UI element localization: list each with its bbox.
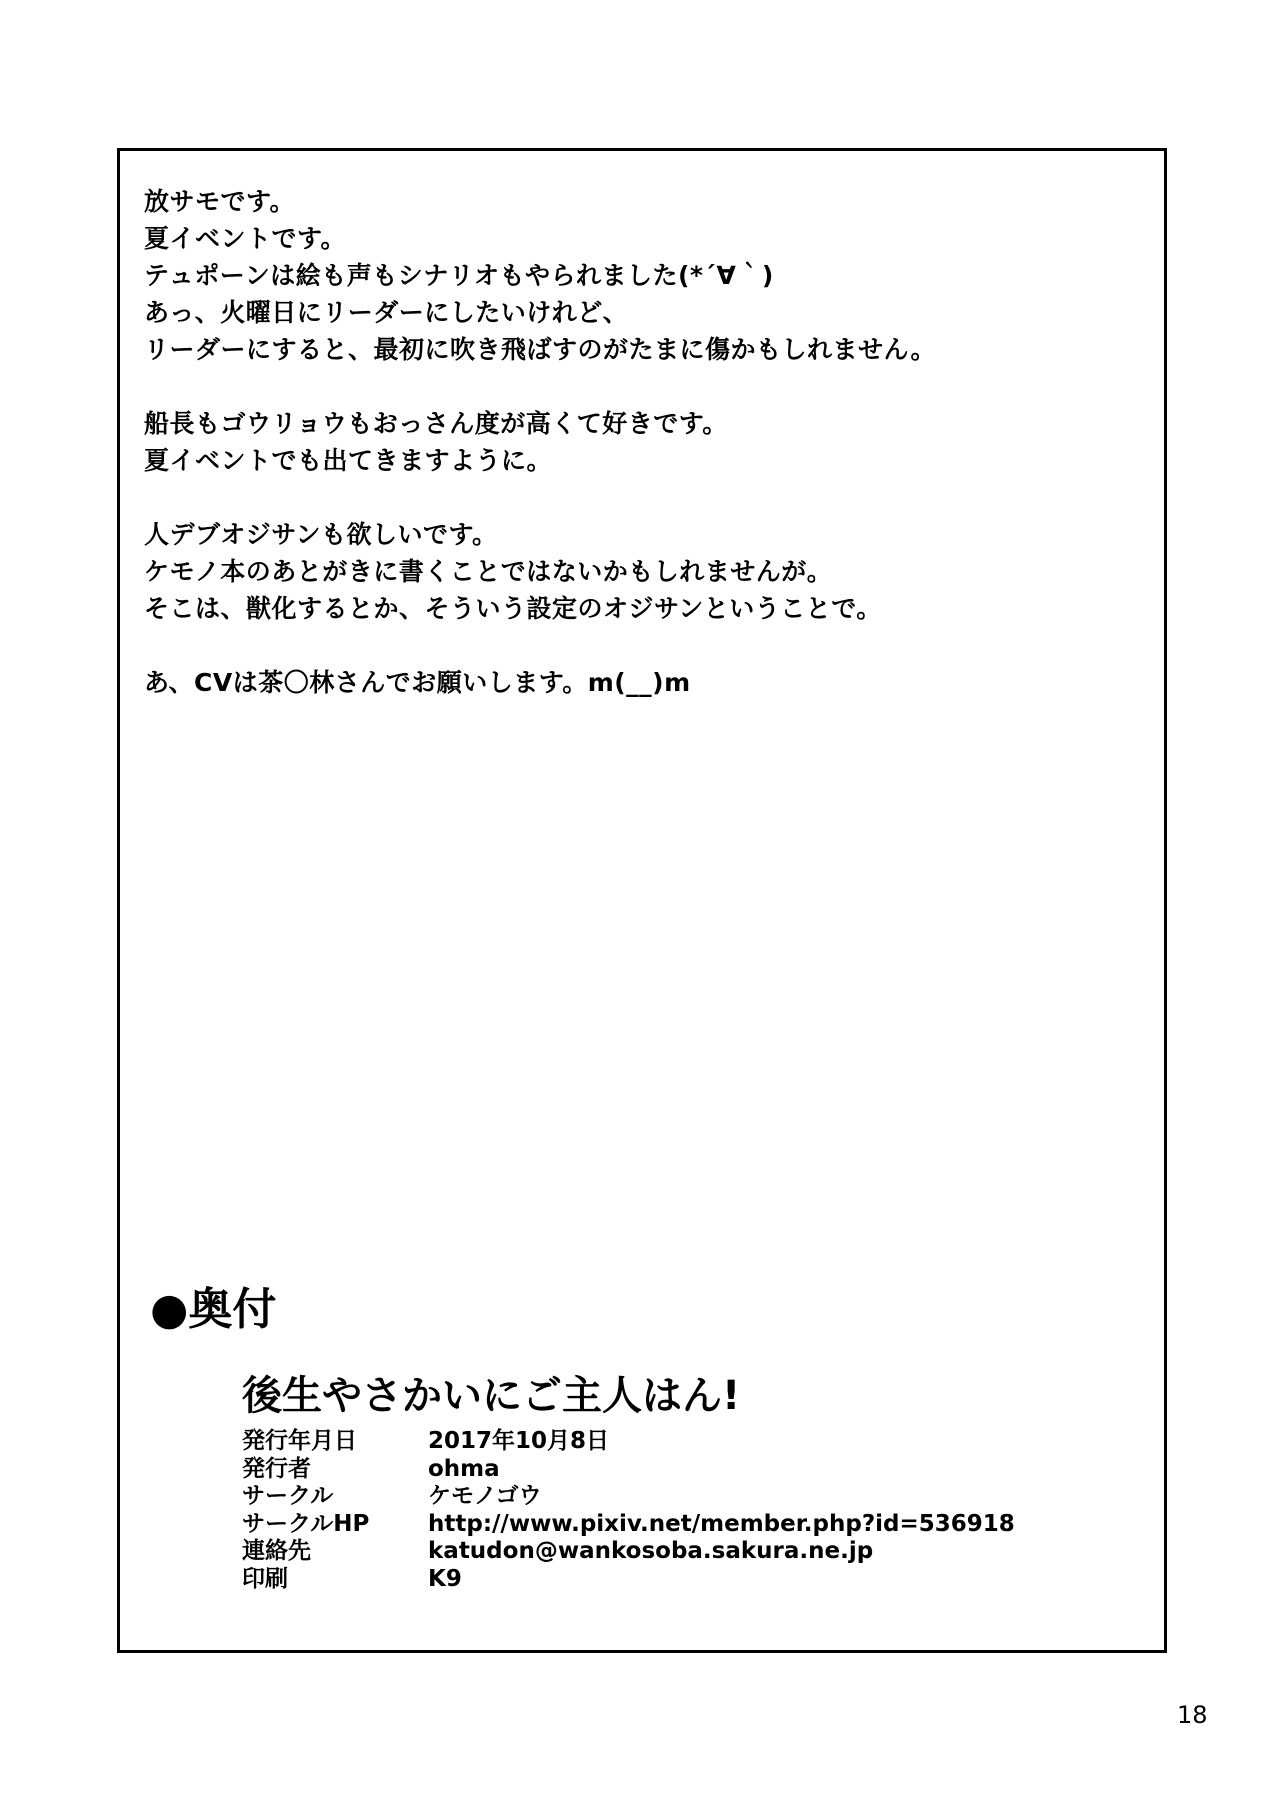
paragraph-gap	[144, 368, 1144, 405]
info-label: 発行者	[242, 1455, 311, 1482]
info-label: サークル	[242, 1483, 334, 1509]
afterword-line: ケモノ本のあとがきに書くことではないかもしれませんが。	[144, 557, 833, 586]
info-value: http://www.pixiv.net/member.php?id=536918	[428, 1510, 1015, 1537]
info-row-circle	[242, 1483, 1015, 1511]
afterword-line: あ、CVは茶〇林さんでお願いします。m(__)m	[144, 668, 691, 697]
info-label: 連絡先	[242, 1538, 311, 1564]
info-label: 発行年月日	[242, 1428, 357, 1454]
afterword-text	[144, 183, 1144, 701]
paragraph-gap	[144, 479, 1144, 516]
afterword-line: テュポーンは絵も声もシナリオもやられました(*´∀｀)	[144, 261, 774, 290]
afterword-line: 夏イベントでも出てきますように。	[144, 446, 553, 475]
colophon-heading: ●奥付	[150, 1284, 277, 1335]
info-row-publisher	[242, 1456, 1015, 1484]
info-row-homepage	[242, 1511, 1015, 1539]
afterword-line: 放サモです。	[144, 187, 296, 216]
info-label: サークルHP	[242, 1510, 370, 1537]
page-number: 18	[1177, 1701, 1208, 1729]
info-value: ohma	[428, 1455, 500, 1482]
info-value: katudon@wankosoba.sakura.ne.jp	[428, 1538, 874, 1564]
info-value: K9	[428, 1565, 462, 1592]
colophon-info	[242, 1428, 1015, 1593]
afterword-line: 船長もゴウリョウもおっさん度が高くて好きです。	[144, 409, 728, 438]
info-value: ケモノゴウ	[428, 1483, 542, 1509]
afterword-line: 夏イベントです。	[144, 224, 347, 253]
info-row-contact	[242, 1538, 1015, 1566]
afterword-line: リーダーにすると、最初に吹き飛ばすのがたまに傷かもしれません。	[144, 335, 937, 364]
info-label: 印刷	[242, 1565, 288, 1592]
paragraph-gap	[144, 627, 1144, 664]
info-value: 2017年10月8日	[428, 1428, 610, 1454]
afterword-line: 人デブオジサンも欲しいです。	[144, 520, 498, 549]
info-row-date	[242, 1428, 1015, 1456]
afterword-line: あっ、火曜日にリーダーにしたいけれど、	[144, 298, 629, 327]
info-row-printer	[242, 1566, 1015, 1594]
book-title: 後生やさかいにご主人はん!	[242, 1373, 741, 1419]
afterword-line: そこは、獣化するとか、そういう設定のオジサンということで。	[144, 594, 882, 623]
